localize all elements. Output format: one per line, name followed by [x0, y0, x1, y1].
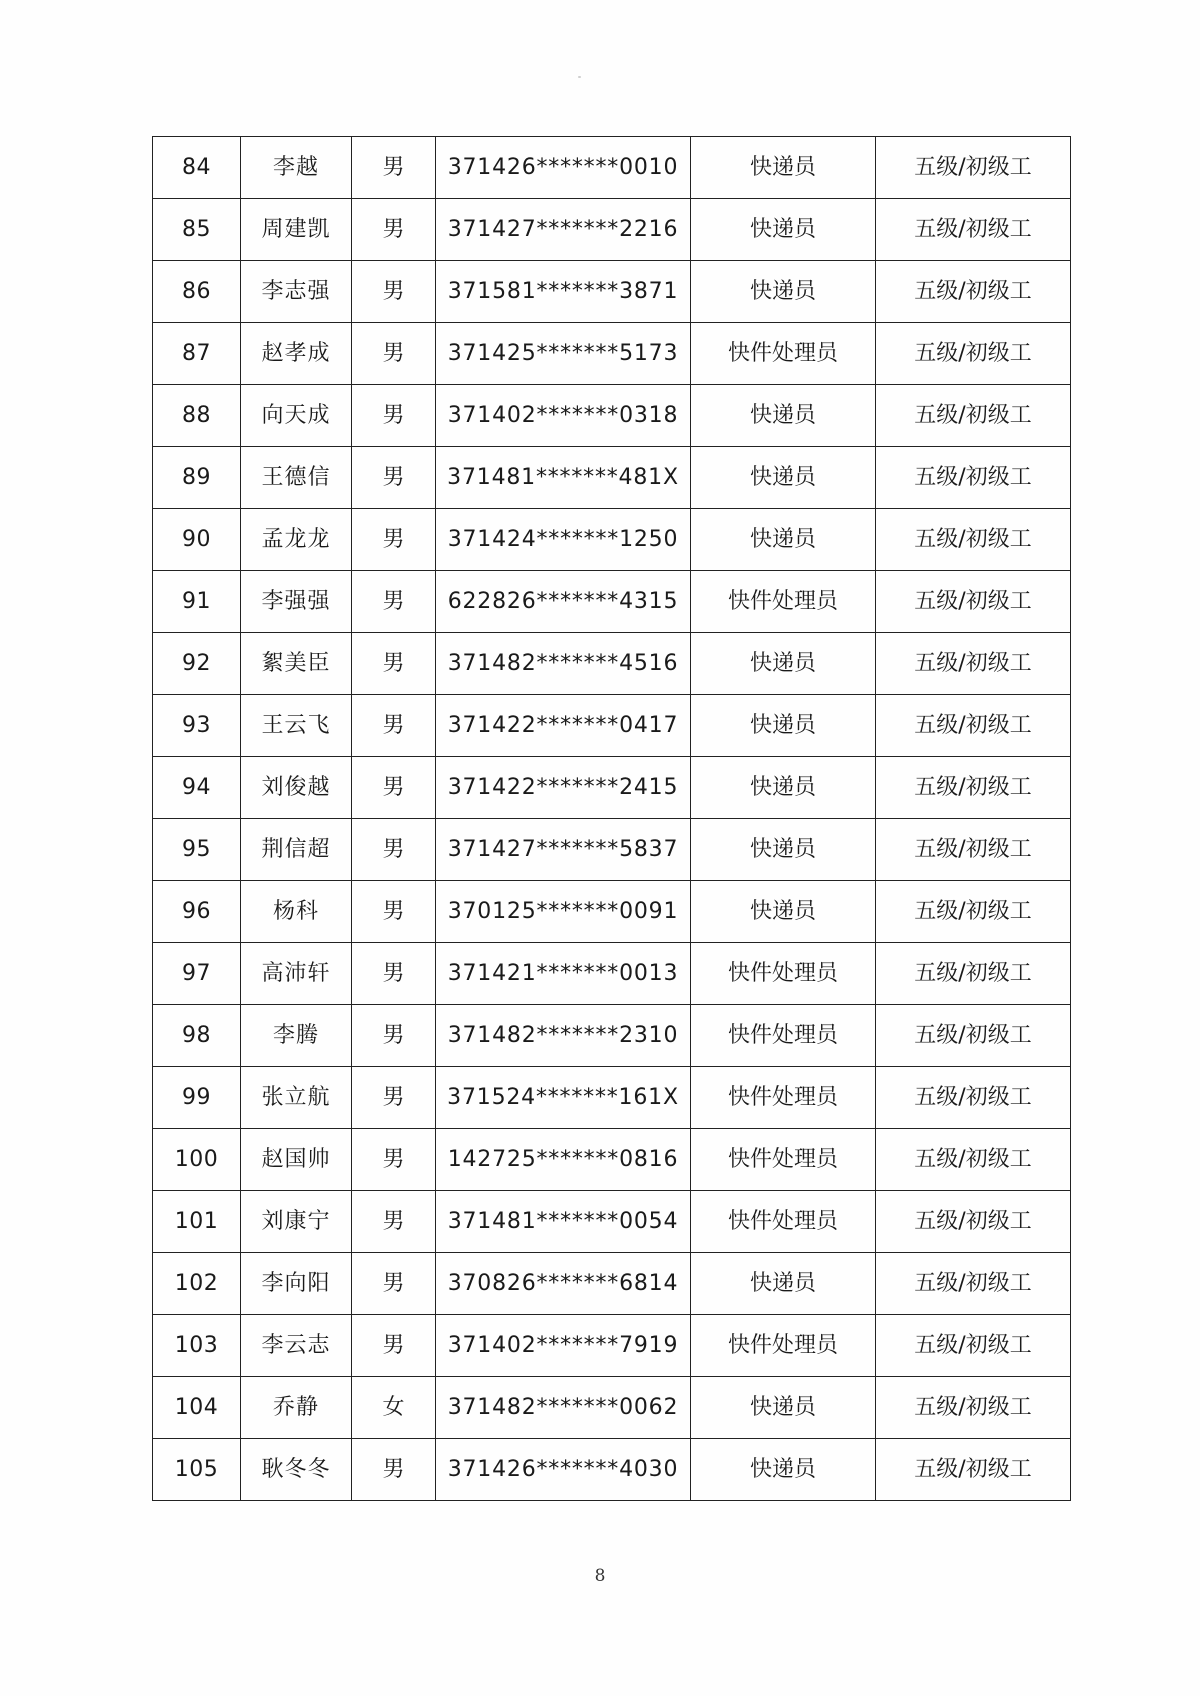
cell-occupation: 快递员 — [691, 1439, 876, 1501]
cell-number: 103 — [153, 1315, 241, 1377]
table-row — [153, 1067, 1071, 1129]
cell-skill-level: 五级/初级工 — [876, 1005, 1071, 1067]
cell-name: 张立航 — [241, 1067, 352, 1129]
cell-id-number: 371426*******4030 — [436, 1439, 691, 1501]
cell-gender: 男 — [352, 943, 436, 1005]
cell-gender: 女 — [352, 1377, 436, 1439]
cell-number: 97 — [153, 943, 241, 1005]
cell-skill-level: 五级/初级工 — [876, 757, 1071, 819]
table-row — [153, 1315, 1071, 1377]
cell-number: 93 — [153, 695, 241, 757]
cell-name: 孟龙龙 — [241, 509, 352, 571]
table-row — [153, 509, 1071, 571]
cell-name: 王德信 — [241, 447, 352, 509]
cell-gender: 男 — [352, 1439, 436, 1501]
cell-skill-level: 五级/初级工 — [876, 261, 1071, 323]
table-row — [153, 1253, 1071, 1315]
table-row — [153, 881, 1071, 943]
cell-gender: 男 — [352, 633, 436, 695]
cell-number: 89 — [153, 447, 241, 509]
cell-name: 李越 — [241, 137, 352, 199]
cell-number: 88 — [153, 385, 241, 447]
cell-occupation: 快递员 — [691, 757, 876, 819]
cell-gender: 男 — [352, 385, 436, 447]
cell-number: 90 — [153, 509, 241, 571]
cell-gender: 男 — [352, 881, 436, 943]
cell-number: 87 — [153, 323, 241, 385]
cell-skill-level: 五级/初级工 — [876, 571, 1071, 633]
cell-gender: 男 — [352, 447, 436, 509]
cell-occupation: 快递员 — [691, 137, 876, 199]
cell-skill-level: 五级/初级工 — [876, 1439, 1071, 1501]
cell-id-number: 371482*******2310 — [436, 1005, 691, 1067]
cell-number: 92 — [153, 633, 241, 695]
cell-occupation: 快递员 — [691, 881, 876, 943]
cell-number: 94 — [153, 757, 241, 819]
cell-occupation: 快递员 — [691, 509, 876, 571]
cell-number: 85 — [153, 199, 241, 261]
cell-name: 李向阳 — [241, 1253, 352, 1315]
cell-id-number: 371422*******0417 — [436, 695, 691, 757]
cell-occupation: 快递员 — [691, 1253, 876, 1315]
table-row — [153, 571, 1071, 633]
cell-skill-level: 五级/初级工 — [876, 1067, 1071, 1129]
cell-id-number: 371421*******0013 — [436, 943, 691, 1005]
cell-skill-level: 五级/初级工 — [876, 447, 1071, 509]
cell-occupation: 快件处理员 — [691, 1315, 876, 1377]
cell-gender: 男 — [352, 137, 436, 199]
cell-number: 100 — [153, 1129, 241, 1191]
cell-id-number: 371482*******4516 — [436, 633, 691, 695]
cell-name: 李志强 — [241, 261, 352, 323]
cell-id-number: 371402*******7919 — [436, 1315, 691, 1377]
table-row — [153, 323, 1071, 385]
cell-occupation: 快件处理员 — [691, 1005, 876, 1067]
cell-occupation: 快件处理员 — [691, 1067, 876, 1129]
cell-skill-level: 五级/初级工 — [876, 1253, 1071, 1315]
cell-gender: 男 — [352, 571, 436, 633]
scan-speck — [578, 76, 581, 78]
cell-skill-level: 五级/初级工 — [876, 1129, 1071, 1191]
cell-skill-level: 五级/初级工 — [876, 137, 1071, 199]
cell-gender: 男 — [352, 819, 436, 881]
cell-name: 周建凯 — [241, 199, 352, 261]
cell-name: 王云飞 — [241, 695, 352, 757]
cell-name: 荆信超 — [241, 819, 352, 881]
cell-name: 李强强 — [241, 571, 352, 633]
cell-gender: 男 — [352, 1253, 436, 1315]
cell-number: 84 — [153, 137, 241, 199]
table-row — [153, 1191, 1071, 1253]
cell-gender: 男 — [352, 695, 436, 757]
cell-occupation: 快件处理员 — [691, 943, 876, 1005]
cell-occupation: 快递员 — [691, 447, 876, 509]
cell-skill-level: 五级/初级工 — [876, 323, 1071, 385]
cell-id-number: 371427*******5837 — [436, 819, 691, 881]
table-row — [153, 137, 1071, 199]
cell-occupation: 快件处理员 — [691, 571, 876, 633]
table-row — [153, 385, 1071, 447]
cell-occupation: 快递员 — [691, 695, 876, 757]
cell-id-number: 371402*******0318 — [436, 385, 691, 447]
cell-occupation: 快递员 — [691, 1377, 876, 1439]
cell-number: 102 — [153, 1253, 241, 1315]
cell-number: 95 — [153, 819, 241, 881]
cell-skill-level: 五级/初级工 — [876, 819, 1071, 881]
cell-id-number: 371426*******0010 — [436, 137, 691, 199]
table-row — [153, 1005, 1071, 1067]
cell-number: 99 — [153, 1067, 241, 1129]
cell-number: 86 — [153, 261, 241, 323]
cell-id-number: 371427*******2216 — [436, 199, 691, 261]
table-row — [153, 819, 1071, 881]
cell-name: 絮美臣 — [241, 633, 352, 695]
cell-skill-level: 五级/初级工 — [876, 1377, 1071, 1439]
cell-gender: 男 — [352, 509, 436, 571]
cell-occupation: 快件处理员 — [691, 1191, 876, 1253]
cell-occupation: 快递员 — [691, 819, 876, 881]
cell-id-number: 142725*******0816 — [436, 1129, 691, 1191]
roster-table — [152, 136, 1071, 1501]
cell-gender: 男 — [352, 261, 436, 323]
cell-occupation: 快递员 — [691, 261, 876, 323]
table-row — [153, 943, 1071, 1005]
page-number: 8 — [594, 1566, 606, 1586]
cell-name: 赵孝成 — [241, 323, 352, 385]
cell-id-number: 371482*******0062 — [436, 1377, 691, 1439]
table-row — [153, 447, 1071, 509]
cell-skill-level: 五级/初级工 — [876, 633, 1071, 695]
table-row — [153, 695, 1071, 757]
cell-gender: 男 — [352, 757, 436, 819]
roster-table-body — [153, 137, 1071, 1501]
cell-name: 高沛轩 — [241, 943, 352, 1005]
cell-id-number: 371581*******3871 — [436, 261, 691, 323]
table-row — [153, 1439, 1071, 1501]
cell-gender: 男 — [352, 1315, 436, 1377]
cell-id-number: 370125*******0091 — [436, 881, 691, 943]
cell-skill-level: 五级/初级工 — [876, 199, 1071, 261]
cell-occupation: 快递员 — [691, 633, 876, 695]
cell-name: 李云志 — [241, 1315, 352, 1377]
cell-id-number: 371422*******2415 — [436, 757, 691, 819]
cell-name: 赵国帅 — [241, 1129, 352, 1191]
cell-name: 耿冬冬 — [241, 1439, 352, 1501]
cell-id-number: 371481*******481X — [436, 447, 691, 509]
cell-id-number: 371424*******1250 — [436, 509, 691, 571]
cell-gender: 男 — [352, 1067, 436, 1129]
cell-id-number: 371481*******0054 — [436, 1191, 691, 1253]
cell-number: 96 — [153, 881, 241, 943]
cell-gender: 男 — [352, 1191, 436, 1253]
cell-skill-level: 五级/初级工 — [876, 1315, 1071, 1377]
table-row — [153, 1377, 1071, 1439]
table-row — [153, 1129, 1071, 1191]
cell-occupation: 快递员 — [691, 385, 876, 447]
cell-number: 104 — [153, 1377, 241, 1439]
cell-id-number: 371524*******161X — [436, 1067, 691, 1129]
table-row — [153, 633, 1071, 695]
cell-gender: 男 — [352, 1129, 436, 1191]
cell-name: 刘俊越 — [241, 757, 352, 819]
cell-skill-level: 五级/初级工 — [876, 695, 1071, 757]
cell-id-number: 371425*******5173 — [436, 323, 691, 385]
cell-name: 杨科 — [241, 881, 352, 943]
table-row — [153, 261, 1071, 323]
cell-number: 105 — [153, 1439, 241, 1501]
cell-id-number: 622826*******4315 — [436, 571, 691, 633]
cell-id-number: 370826*******6814 — [436, 1253, 691, 1315]
cell-gender: 男 — [352, 323, 436, 385]
cell-number: 91 — [153, 571, 241, 633]
table-row — [153, 199, 1071, 261]
cell-occupation: 快件处理员 — [691, 1129, 876, 1191]
cell-number: 101 — [153, 1191, 241, 1253]
cell-number: 98 — [153, 1005, 241, 1067]
cell-skill-level: 五级/初级工 — [876, 943, 1071, 1005]
cell-name: 李腾 — [241, 1005, 352, 1067]
cell-skill-level: 五级/初级工 — [876, 385, 1071, 447]
cell-skill-level: 五级/初级工 — [876, 1191, 1071, 1253]
cell-skill-level: 五级/初级工 — [876, 509, 1071, 571]
cell-skill-level: 五级/初级工 — [876, 881, 1071, 943]
cell-occupation: 快件处理员 — [691, 323, 876, 385]
cell-gender: 男 — [352, 1005, 436, 1067]
cell-name: 向天成 — [241, 385, 352, 447]
cell-gender: 男 — [352, 199, 436, 261]
cell-name: 乔静 — [241, 1377, 352, 1439]
cell-occupation: 快递员 — [691, 199, 876, 261]
table-row — [153, 757, 1071, 819]
cell-name: 刘康宁 — [241, 1191, 352, 1253]
